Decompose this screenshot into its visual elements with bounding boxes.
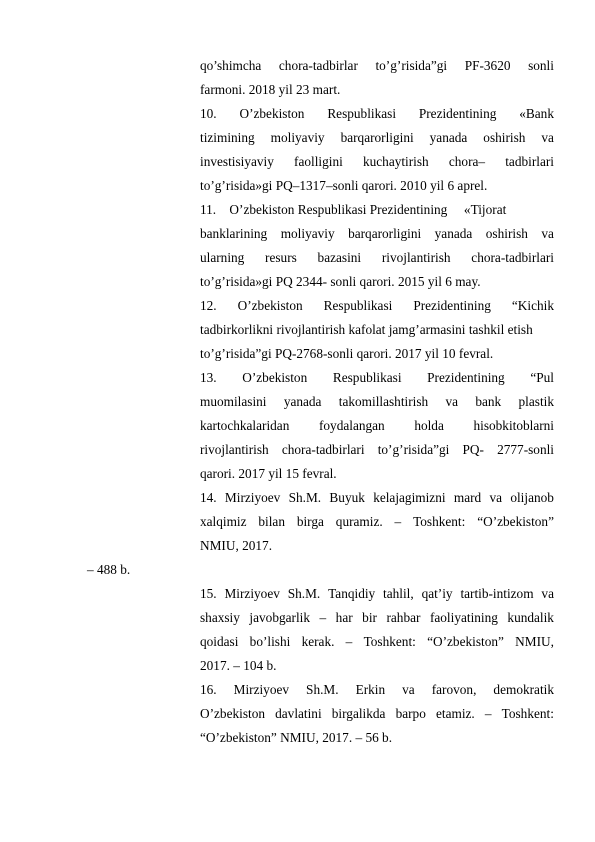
word: bank (475, 394, 502, 409)
word: PQ- (462, 442, 484, 457)
word: barqarorligini (340, 130, 414, 145)
word: yanada (434, 226, 473, 241)
word: 2777-sonli (497, 442, 554, 457)
text-line (200, 130, 554, 146)
text-line: farmoni. 2018 yil 23 mart. (200, 82, 341, 97)
word: banklarining (200, 226, 268, 241)
word: kundalik (507, 610, 554, 625)
word: 13. (200, 370, 217, 385)
word: bo’lishi (249, 634, 291, 649)
text-line (200, 706, 554, 722)
word: mard (453, 490, 482, 505)
text-line (200, 154, 554, 170)
word: Prezidentining (427, 370, 505, 385)
word: tadbirlari (505, 154, 554, 169)
word: Mirziyoev (224, 586, 280, 601)
word: va (541, 130, 554, 145)
text-line (200, 514, 554, 530)
word: rivojlantirish (381, 250, 451, 265)
text-line: qarori. 2017 yil 15 fevral. (200, 466, 337, 481)
word: demokratik (493, 682, 554, 697)
word: birga (296, 514, 324, 529)
word: – (394, 514, 402, 529)
text-line (200, 106, 554, 122)
word: javobgarlik (249, 610, 310, 625)
word: chora-tadbirlari (281, 442, 365, 457)
word: – (319, 610, 327, 625)
word: quramiz. (335, 514, 383, 529)
word: rivojlantirish (200, 442, 269, 457)
word: Respublikasi (327, 106, 397, 121)
word: Sh.M. (287, 586, 321, 601)
word: investisiyaviy (200, 154, 274, 169)
word: “O’zbekiston” (427, 634, 504, 649)
text-line (200, 490, 554, 506)
word: bilan (258, 514, 285, 529)
word: qoidasi (200, 634, 239, 649)
word: tahlil, (383, 586, 414, 601)
text-line: 2017. – 104 b. (200, 658, 277, 673)
word: “Kichik (511, 298, 554, 313)
word: va (541, 586, 554, 601)
word: moliyaviy (270, 130, 325, 145)
text-line: tadbirkorlikni rivojlantirish kafolat jamg’armasini tashkil etish (200, 322, 533, 337)
word: chora-tadbirlar (278, 58, 358, 73)
word: shaxsiy (200, 610, 240, 625)
word: kerak. (301, 634, 335, 649)
word: O’zbekiston (242, 370, 308, 385)
word: etamiz. (435, 706, 475, 721)
word: – (484, 706, 492, 721)
word: yanada (283, 394, 322, 409)
word: 12. (200, 298, 217, 313)
text-line (200, 442, 554, 458)
word: barqarorligini (348, 226, 422, 241)
word: olijanob (510, 490, 554, 505)
word: farovon, (431, 682, 477, 697)
word: to’g’risida”gi (375, 58, 448, 73)
word: oshirish (485, 226, 528, 241)
word: 14. (200, 490, 217, 505)
word: resurs (265, 250, 297, 265)
word: va (489, 490, 503, 505)
word: holda (414, 418, 444, 433)
word: va (445, 394, 459, 409)
word: NMIU, (515, 634, 554, 649)
word: qat’iy (421, 586, 453, 601)
text-line (200, 418, 554, 434)
text-line: to’g’risida»gi PQ 2344- sonli qarori. 2015 yil 6 may. (200, 274, 481, 289)
word: 16. (200, 682, 217, 697)
word: rahbar (386, 610, 421, 625)
word: Respublikasi (323, 298, 393, 313)
word: faoliyatining (429, 610, 498, 625)
word: birgalikda (331, 706, 386, 721)
text-line (200, 250, 554, 266)
word: takomillashtirish (338, 394, 429, 409)
word: oshirish (483, 130, 526, 145)
text-line (200, 58, 554, 74)
word: faolligini (294, 154, 343, 169)
text-line: to’g’risida”gi PQ-2768-sonli qarori. 2017 yil 10 fevral. (200, 346, 494, 361)
word: Toshkent: (501, 706, 554, 721)
word: 10. (200, 106, 217, 121)
word: PF-3620 (464, 58, 511, 73)
word: kuchaytirish (362, 154, 429, 169)
word: “O’zbekiston” (477, 514, 554, 529)
text-line: NMIU, 2017. (200, 538, 273, 553)
word: Erkin (355, 682, 386, 697)
word: va (541, 226, 554, 241)
word: O’zbekiston (239, 106, 305, 121)
word: tizimining (200, 130, 255, 145)
word: Prezidentining (418, 106, 497, 121)
word: – (345, 634, 353, 649)
text-line (200, 298, 554, 314)
text-line: – 488 b. (87, 562, 131, 577)
text-line (200, 394, 554, 410)
word: muomilasini (200, 394, 267, 409)
word: bir (362, 610, 377, 625)
word: davlatini (275, 706, 322, 721)
word: hisobkitoblarni (473, 418, 554, 433)
text-line: to’g’risida»gi PQ–1317–sonli qarori. 2010 yil 6 aprel. (200, 178, 488, 193)
text-line (200, 370, 554, 386)
text-line (200, 226, 554, 242)
word: Prezidentining (413, 298, 491, 313)
text-line (200, 634, 554, 650)
word: O’zbekiston (237, 298, 303, 313)
text-line (200, 586, 554, 602)
word: plastik (518, 394, 554, 409)
word: «Bank (519, 106, 554, 121)
text-line (200, 682, 554, 698)
text-line (200, 610, 554, 626)
word: kartochkalaridan (200, 418, 290, 433)
word: xalqimiz (200, 514, 247, 529)
text-line: “O’zbekiston” NMIU, 2017. – 56 b. (200, 730, 393, 745)
word: 15. (200, 586, 217, 601)
text-line: 11. O’zbekiston Respublikasi Prezidentining «Tijorat (200, 202, 507, 217)
word: chora– (448, 154, 486, 169)
word: Sh.M. (306, 682, 339, 697)
word: qo’shimcha (200, 58, 262, 73)
word: Tanqidiy (328, 586, 376, 601)
word: va (402, 682, 415, 697)
word: moliyaviy (280, 226, 335, 241)
word: Respublikasi (332, 370, 402, 385)
word: to’g’risida”gi (377, 442, 450, 457)
word: “Pul (530, 370, 554, 385)
word: bazasini (317, 250, 362, 265)
word: foydalangan (318, 418, 385, 433)
word: barpo (395, 706, 426, 721)
word: Mirziyoev (233, 682, 290, 697)
word: har (335, 610, 353, 625)
word: ularning (200, 250, 245, 265)
word: Sh.M. (288, 490, 322, 505)
word: sonli (528, 58, 554, 73)
word: chora-tadbirlari (471, 250, 554, 265)
word: Buyuk (329, 490, 365, 505)
word: Toshkent: (363, 634, 416, 649)
word: Toshkent: (413, 514, 466, 529)
word: tartib-intizom (460, 586, 534, 601)
word: yanada (429, 130, 468, 145)
word: kelajagimizni (373, 490, 446, 505)
word: Mirziyoev (224, 490, 281, 505)
word: O’zbekiston (200, 706, 265, 721)
